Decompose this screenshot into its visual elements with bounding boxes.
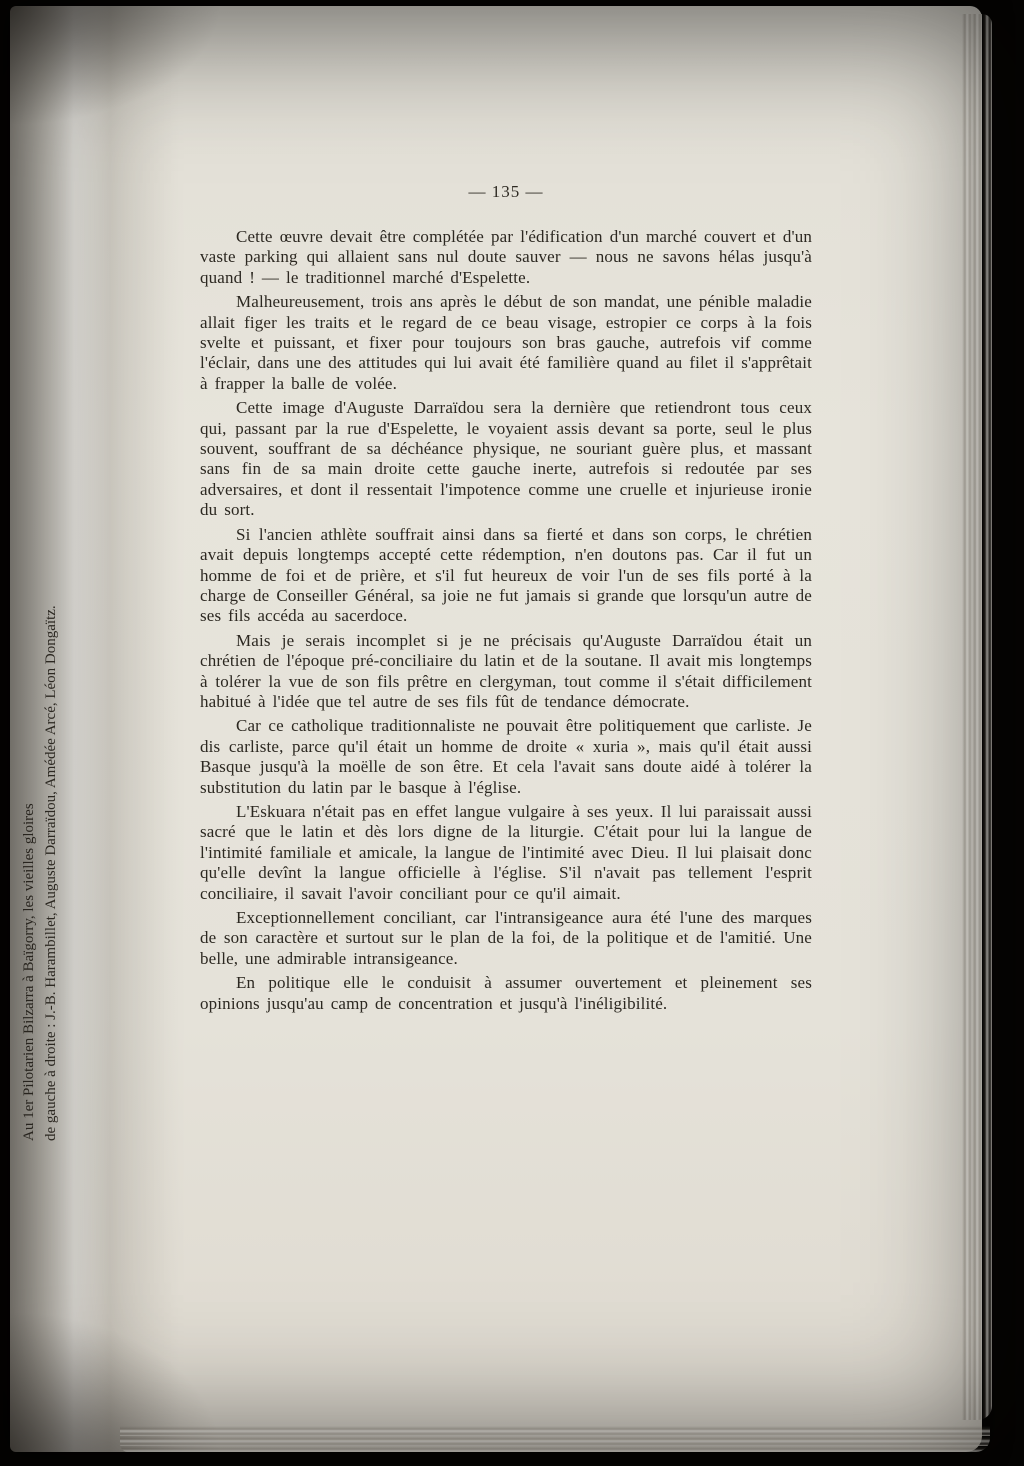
paragraph: Si l'ancien athlète souffrait ainsi dans sa fierté et dans son corps, le chrétien avait depuis longtemps accepté cette rédemption, n'en doutons pas. Car il fut un homme de foi et de prière, et s'il fut heureux de voir l'un de ses fils porté à la charge de Conseiller Général, sa joie ne fut jamais si grande que lorsqu'un autre de ses fils accéda au sacerdoce. bbox=[200, 524, 812, 626]
paragraph: Mais je serais incomplet si je ne précisais qu'Auguste Darraïdou était un chrétien de l'époque pré-conciliaire du latin et de la soutane. Il avait mis longtemps à tolérer la vue de son fils prêtre en clergyman, tout comme il s'était difficilement habitué à l'idée que tel autre de ses fils fût de tendance démocrate. bbox=[200, 630, 812, 711]
paragraph: Cette œuvre devait être complétée par l'édification d'un marché couvert et d'un vaste parking qui allaient sans nul doute sauver — nous ne savons hélas jusqu'à quand ! — le traditionnel marché d'Espelette. bbox=[200, 227, 812, 287]
margin-caption-line-1: Au 1er Pilotarien Bilzarra à Baïgorry, les vieilles gloires bbox=[21, 803, 37, 1141]
page-stack-edge-right bbox=[962, 14, 992, 1420]
book-page bbox=[10, 6, 982, 1452]
page-number: — 135 — bbox=[468, 182, 544, 201]
paragraph: Car ce catholique traditionnaliste ne pouvait être politiquement que carliste. Je dis carliste, parce qu'il était un homme de droite « xuria », mais qu'il était aussi Basque jusqu'à la moëlle de son être. Et cela l'avait sans doute aidé à tolérer la substitution du latin par le basque à l'église. bbox=[200, 716, 812, 797]
margin-caption-line-2: de gauche à droite : J.-B. Harambillet, Auguste Darraïdou, Amédée Arcé, Léon Dongaïtz. bbox=[43, 605, 59, 1141]
paragraph: Malheureusement, trois ans après le début de son mandat, une pénible maladie allait figer les traits et le regard de ce beau visage, estropier ce corps à la fois svelte et puissant, et fixer pour toujours son bras gauche, autrefois vif comme l'éclair, dans une des attitudes qui lui avait été familière quand au filet il s'apprêtait à frapper la balle de volée. bbox=[200, 292, 812, 393]
margin-caption bbox=[18, 381, 62, 1141]
paragraph: En politique elle le conduisit à assumer ouvertement et pleinement ses opinions jusqu'au camp de concentration et jusqu'à l'inéligibilité. bbox=[200, 973, 812, 1013]
paragraph: Cette image d'Auguste Darraïdou sera la dernière que retiendront tous ceux qui, passant par la rue d'Espelette, le voyaient assis devant sa porte, seul le plus souvent, souffrant de sa déchéance physique, ne souriant guère plus, et massant sans fin de sa main droite cette gauche inerte, autrefois si redoutée par ses adversaires, et dont il ressentait l'impotence comme une cruelle et injurieuse ironie du sort. bbox=[200, 398, 812, 520]
page-body-text bbox=[200, 227, 812, 1018]
page-stack-edge-bottom bbox=[120, 1426, 990, 1452]
paragraph: Exceptionnellement conciliant, car l'intransigeance aura été l'une des marques de son caractère et surtout sur le plan de la foi, de la politique et de l'amitié. Une belle, une admirable intransigeance. bbox=[200, 908, 812, 968]
paragraph: L'Eskuara n'était pas en effet langue vulgaire à ses yeux. Il lui paraissait aussi sacré que le latin et dès lors digne de la liturgie. C'était pour lui la langue de l'intimité familiale et amicale, la langue de l'intimité avec Dieu. Il lui plaisait donc qu'elle devînt la langue officielle à l'église. S'il n'avait pas tellement l'esprit conciliaire, il savait l'avoir conciliant pour ce qu'il aimait. bbox=[200, 801, 812, 903]
